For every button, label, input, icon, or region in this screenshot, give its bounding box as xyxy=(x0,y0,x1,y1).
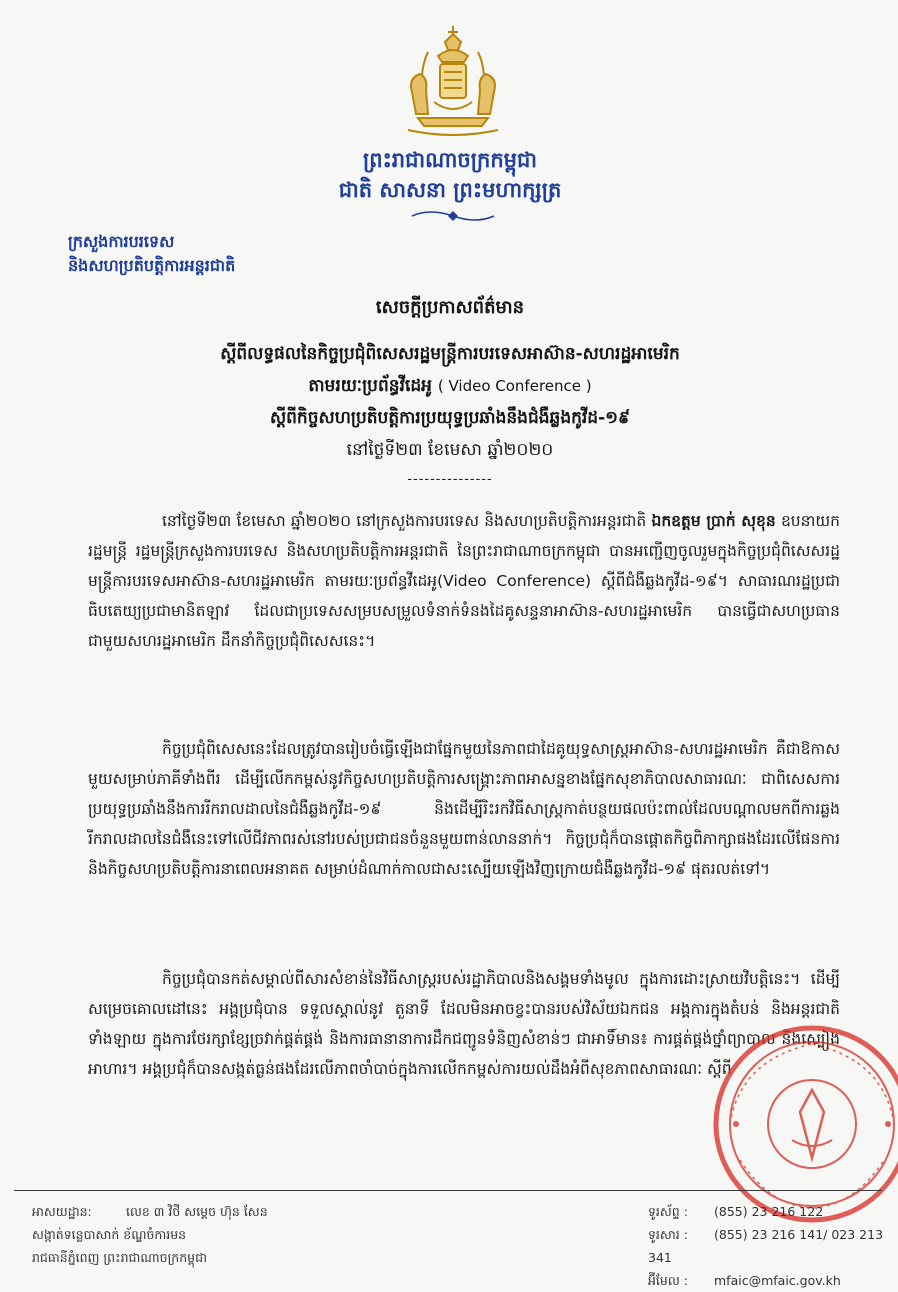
ministry-name-line1: ក្រសួងការបរទេស xyxy=(68,232,175,251)
body-paragraph-1 xyxy=(88,506,840,656)
video-conference-label: ( Video Conference ) xyxy=(437,377,592,395)
p3-text: កិច្ចប្រជុំបានកត់សម្គាល់ពីសារសំខាន់នៃវិធីសាស្ត្ររបស់រដ្ឋាភិបាលនិងសង្គមទាំងមូល ក្នុងការដោះស្រាយវិបត្តិនេះ។ ដើម្បីសម្រេចគោលដៅនេះ អង្គប្រជុំបាន ទទួលស្គាល់នូវ តួនាទី ដែលមិនអាចខ្វះបានរបស់វិស័យឯកជន អង្គការក្នុងតំបន់ និងអន្តរជាតិទាំងឡាយ ក្នុងការថែរក្សាខ្សែច្រវាក់ផ្គត់ផ្គង់ និងការធានានាការដឹកជញ្ជូនទំនិញសំខាន់ៗ ជាអាទិ៍មាន៖ ការផ្គត់ផ្គង់ថ្នាំព្យាបាល និងស្បៀងអាហារ។ អង្គប្រជុំក៏បានសង្កត់ធ្ងន់ផងដែរលើភាពចាំបាច់ក្នុងការលើកកម្ពស់ការយល់ដឹងអំពីសុខភាពសាធារណៈ ស្តីពី xyxy=(88,970,840,1078)
address-row-1 xyxy=(32,1200,268,1223)
p1-text-b: ឧបនាយករដ្ឋមន្ត្រី រដ្ឋមន្ត្រីក្រសួងការបរទេស និងសហប្រតិបត្តិការអន្តរជាតិ នៃព្រះរាជាណាចក្រកម្ពុជា បានអញ្ជើញចូលរួមក្នុងកិច្ចប្រជុំពិសេសរដ្ឋមន្ត្រីការបរទេសអាស៊ាន-សហរដ្ឋអាមេរិក តាមរយៈប្រព័ន្ធវីដេអូ(Video Conference) ស្តីពីជំងឺឆ្លងកូវីដ-១៩។ សាធារណរដ្ឋប្រជាធិបតេយ្យប្រជាមានិតឡាវ ដែលជាប្រទេសសម្របសម្រួលទំនាក់ទំនងដៃគូសន្ទនាអាស៊ាន-សហរដ្ឋអាមេរិក បានធ្វើជាសហប្រធាន ជាមួយសហរដ្ឋអាមេរិក ដឹកនាំកិច្ចប្រជុំពិសេសនេះ។ xyxy=(88,512,840,650)
footer-address xyxy=(32,1200,268,1269)
address-line1: លេខ ៣ វិថី សម្តេច ហ៊ុន សែន xyxy=(126,1204,268,1219)
ministry-name-line2: និងសហប្រតិបត្តិការអន្តរជាតិ xyxy=(68,256,236,275)
email-label: អ៊ីមែល : xyxy=(648,1273,688,1288)
subject-line1: ស្តីពីលទ្ធផលនៃកិច្ចប្រជុំពិសេសរដ្ឋមន្ត្រីការបរទេសអាស៊ាន-សហរដ្ឋអាមេរិក xyxy=(220,344,680,364)
fax-row xyxy=(648,1223,898,1269)
email-address[interactable]: mfaic@mfaic.gov.kh xyxy=(714,1273,841,1288)
address-line3: រាជធានីភ្នំពេញ ព្រះរាជាណាចក្រកម្ពុជា xyxy=(32,1250,207,1265)
document-type-title: សេចក្តីប្រកាសព័ត៌មាន xyxy=(375,297,525,318)
footer-divider xyxy=(14,1190,882,1191)
minister-name: ឯកឧត្តម ប្រាក់ សុខុន xyxy=(651,512,776,530)
subject-line2-text: តាមរយៈប្រព័ន្ធវីដេអូ xyxy=(308,376,432,396)
fax-label: ទូរសារ : xyxy=(648,1227,688,1242)
phone-number: (855) 23 216 122 xyxy=(714,1204,824,1219)
kingdom-name: ព្រះរាជាណាចក្រកម្ពុជា xyxy=(362,148,537,172)
p1-text-a: នៅថ្ងៃទី២៣ ខែមេសា ឆ្នាំ២០២០ នៅក្រសួងការបរទេស និងសហប្រតិបត្តិការអន្តរជាតិ xyxy=(162,512,652,530)
royal-coat-of-arms-icon xyxy=(398,22,508,140)
p2-text: កិច្ចប្រជុំពិសេសនេះដែលត្រូវបានរៀបចំធ្វើឡើងជាផ្នែកមួយនៃភាពជាដៃគូយុទ្ធសាស្ត្រអាស៊ាន-សហរដ្ឋអាមេរិក គឺជាឱកាសមួយសម្រាប់ភាគីទាំងពីរ ដើម្បីលើកកម្ពស់នូវកិច្ចសហប្រតិបត្តិការសង្គ្រោះភាពអាសន្នខាងផ្នែកសុខាភិបាលសាធារណៈ ជាពិសេសការប្រយុទ្ធប្រឆាំងនឹងការរីករាលដាលនៃជំងឺឆ្លងកូវីដ-១៩ និងដើម្បីរិះរកវិធីសាស្ត្រកាត់បន្ថយផលប៉ះពាល់ដែលបណ្តាលមកពីការឆ្លងរីករាលដាលនៃជំងឺនេះទៅលើជីវភាពរស់នៅរបស់ប្រជាជនចំនួនមួយពាន់លាននាក់។ កិច្ចប្រជុំក៏បានផ្តោតកិច្ចពិភាក្សាផងដែរលើផែនការ និងកិច្ចសហប្រតិបត្តិការនាពេលអនាគត សម្រាប់ដំណាក់កាលជាសះស្បើយឡើងវិញក្រោយជំងឺឆ្លងកូវីដ-១៩ ផុតរលត់ទៅ។ xyxy=(88,740,840,878)
ornament-divider-icon xyxy=(408,208,498,224)
footer-contact xyxy=(648,1200,898,1292)
body-paragraph-2 xyxy=(88,734,840,884)
phone-label: ទូរស័ព្ទ : xyxy=(648,1204,688,1219)
email-row xyxy=(648,1269,898,1292)
phone-row xyxy=(648,1200,898,1223)
document-date: នៅថ្ងៃទី២៣ ខែមេសា ឆ្នាំ២០២០ xyxy=(346,440,554,460)
title-separator: --------------- xyxy=(407,472,493,487)
subject-line2 xyxy=(60,372,840,400)
subject-line3: ស្តីពីកិច្ចសហប្រតិបត្តិការប្រយុទ្ធប្រឆាំងនឹងជំងឺឆ្លងកូវីដ-១៩ xyxy=(269,408,631,428)
address-label: អាសយដ្ឋាន: xyxy=(32,1204,92,1219)
national-motto: ជាតិ សាសនា ព្រះមហាក្សត្រ xyxy=(338,178,562,202)
fax-number: (855) 23 216 141/ 023 213 341 xyxy=(648,1227,884,1265)
address-line2: សង្កាត់ទន្លេបាសាក់ ខ័ណ្ឌចំការមន xyxy=(32,1227,187,1242)
